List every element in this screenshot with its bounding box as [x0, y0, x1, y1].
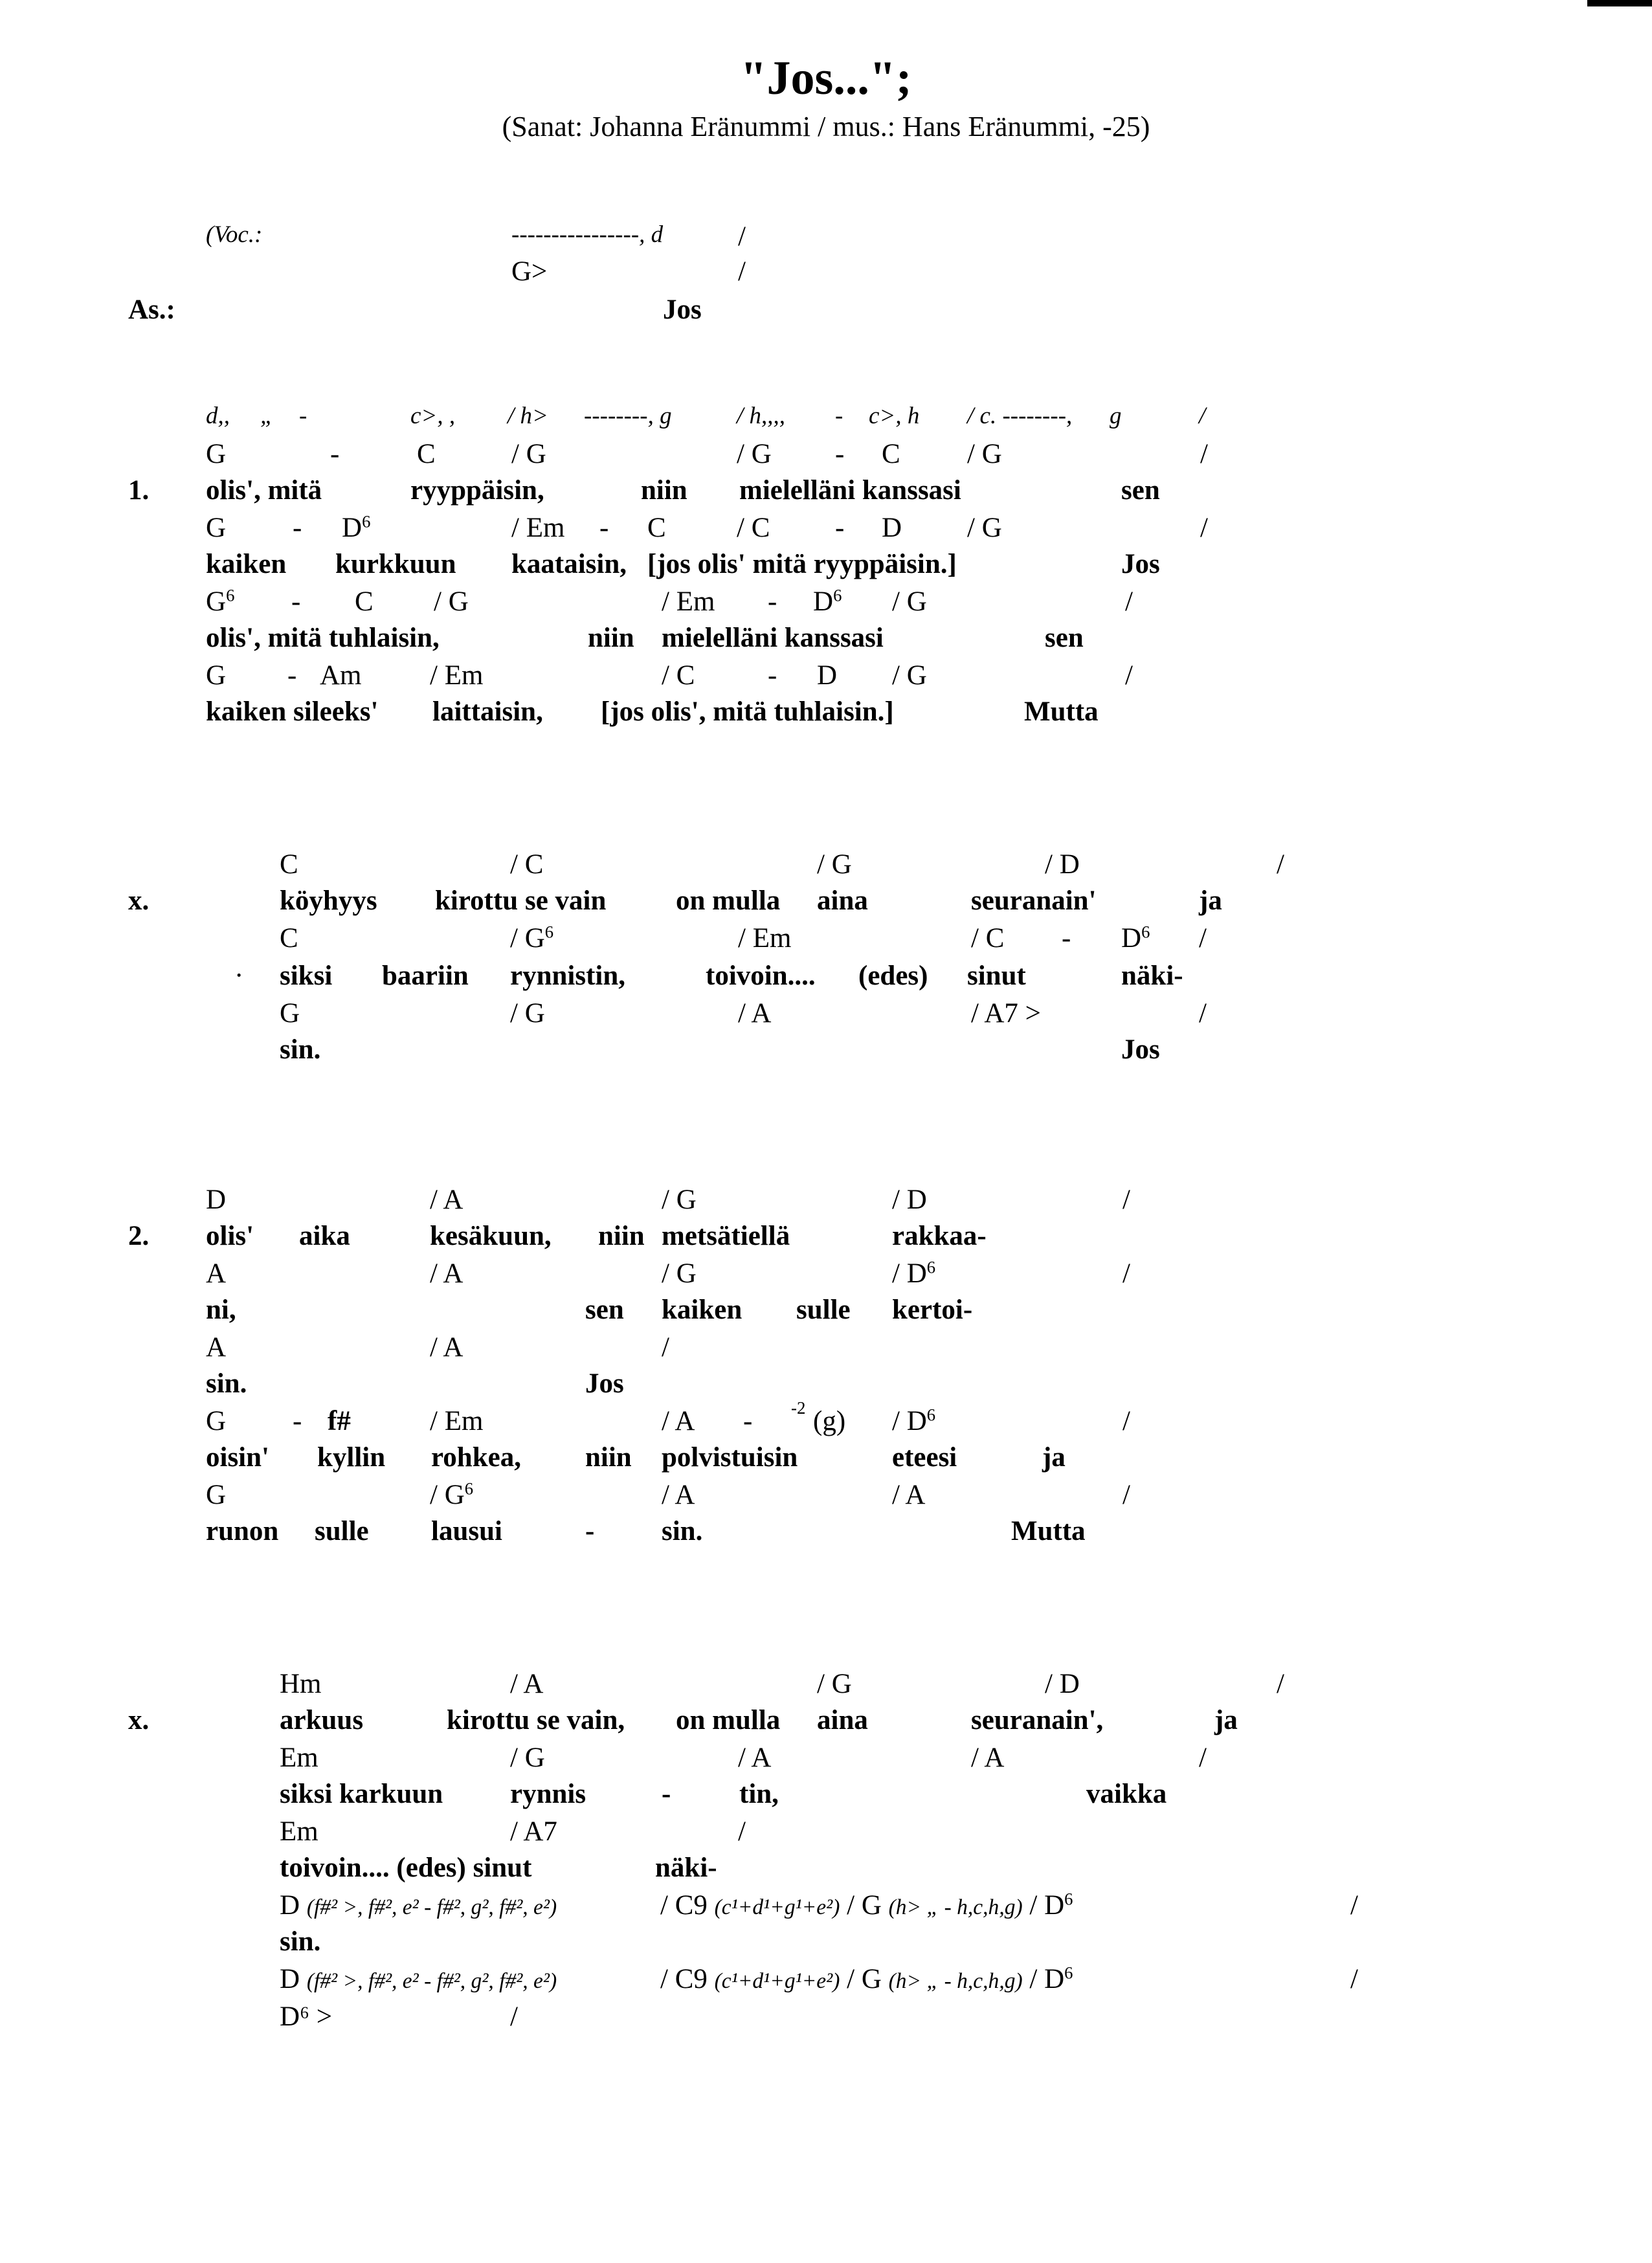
lyric: Mutta	[1011, 1516, 1086, 1546]
lyric: rakkaa-	[892, 1221, 987, 1251]
chord-extension: 6	[1064, 1889, 1073, 1909]
chord: / A	[738, 1743, 772, 1773]
bar-line: /	[1122, 1480, 1130, 1510]
lyric: on mulla	[676, 886, 781, 916]
chord: / A	[662, 1406, 695, 1436]
lyric: siksi	[280, 961, 333, 991]
lyric: aika	[299, 1221, 350, 1251]
chord-extension: 6	[1064, 1963, 1073, 1983]
chord-root: / D	[1029, 1964, 1065, 1994]
chord-root: D	[280, 1964, 300, 1994]
melody-note: / h,,,,	[737, 403, 786, 429]
lyric: niin	[641, 475, 687, 506]
chord	[342, 511, 371, 543]
lyric: aina	[817, 886, 868, 916]
lyric: mielelläni kanssasi	[739, 475, 961, 506]
chord-root: / G	[430, 1480, 465, 1510]
melody-note: „	[260, 403, 274, 429]
chord: D	[206, 1185, 227, 1215]
chord-dash: -	[835, 439, 845, 469]
verse-label: 1.	[128, 475, 150, 506]
chord: C	[647, 513, 666, 543]
lyric: ja	[1214, 1705, 1238, 1735]
chord: / A	[510, 1669, 544, 1699]
lyric: toivoin....	[706, 961, 816, 991]
lyric: (edes)	[858, 961, 928, 991]
bar-line: /	[510, 2001, 518, 2032]
lyric: toivoin.... (edes) sinut	[280, 1853, 532, 1883]
chord: / Em	[662, 586, 715, 617]
chord: / G	[892, 586, 927, 617]
lyric: kyllin	[317, 1442, 386, 1473]
melody-note: -	[835, 403, 843, 429]
chord	[1121, 924, 1150, 952]
bar-line: /	[1277, 1669, 1284, 1699]
melody-note: c>, h	[869, 403, 920, 429]
lyric: sen	[1121, 475, 1160, 506]
chord-root: / D	[892, 1258, 927, 1289]
chord: / C	[662, 660, 695, 691]
chord-dash: -	[293, 513, 302, 543]
scan-edge-mark	[1587, 0, 1652, 6]
lyric: sin.	[206, 1368, 247, 1399]
chord: / D	[1045, 849, 1080, 880]
chord-extension: 6	[362, 511, 371, 531]
chord: D	[817, 660, 838, 691]
bar-line: /	[1350, 1890, 1358, 1921]
intro-chord: G>	[511, 256, 548, 287]
chord: / Em	[738, 923, 792, 953]
chord-extension: 6	[833, 585, 842, 605]
chord: / A	[430, 1258, 463, 1289]
lyric: Mutta	[1024, 697, 1099, 727]
chord: / G	[510, 1743, 545, 1773]
lyric: rohkea,	[431, 1442, 521, 1473]
chord: Hm	[280, 1669, 322, 1699]
intro-lyric: Jos	[663, 295, 702, 325]
chord: / Em	[430, 660, 484, 691]
melody-note: / c. --------,	[967, 403, 1073, 429]
chord: / A	[662, 1480, 695, 1510]
lyric: köyhyys	[280, 886, 377, 916]
bar-line: /	[1199, 1743, 1207, 1773]
lyric: kaiken	[662, 1295, 742, 1325]
chord: / G	[817, 1669, 852, 1699]
lyric: kertoi-	[892, 1295, 973, 1325]
melody-note: d,,	[206, 403, 230, 429]
lyric: kirottu se vain,	[447, 1705, 625, 1735]
chord: f#	[328, 1406, 351, 1436]
lyric: ja	[1042, 1442, 1066, 1473]
melody-note: (c¹+d¹+g¹+e²)	[714, 1895, 840, 1919]
chord-extension: 6	[1141, 922, 1150, 942]
chord-root: D	[1121, 923, 1142, 953]
lyric: laittaisin,	[432, 697, 543, 727]
lyric: näki-	[1121, 961, 1183, 991]
chord-root: G	[206, 586, 227, 617]
chord: C	[417, 439, 436, 469]
melody-note: c>, ,	[410, 403, 456, 429]
chord-dash: -	[743, 1406, 753, 1436]
chord: G	[280, 998, 300, 1029]
melody-note: -	[299, 403, 307, 429]
lyric: ryyppäisin,	[410, 475, 544, 506]
chord-dash: -	[287, 660, 297, 691]
chord: / A7	[510, 1816, 557, 1847]
chord: / D	[1045, 1669, 1080, 1699]
chord: Em	[280, 1743, 318, 1773]
as-label: As.:	[128, 295, 175, 325]
lyric: arkuus	[280, 1705, 364, 1735]
refrain-label: x.	[128, 1705, 150, 1735]
lyric: olis', mitä	[206, 475, 322, 506]
chord-dash: -	[835, 513, 845, 543]
chord-root: / C9	[660, 1890, 708, 1921]
chord-dash: -	[1062, 923, 1071, 953]
chord-extension: 6	[544, 922, 554, 942]
melody-note: / h>	[508, 403, 548, 429]
chord: G	[206, 1480, 227, 1510]
lyric: metsätiellä	[662, 1221, 790, 1251]
lyric: aina	[817, 1705, 868, 1735]
chord: / Em	[430, 1406, 484, 1436]
chord: / G	[662, 1185, 697, 1215]
chord	[892, 1257, 936, 1289]
chord: / D	[892, 1185, 927, 1215]
bar-line: /	[1200, 439, 1208, 469]
lyric: kaiken sileeks'	[206, 697, 379, 727]
chord: / Em	[511, 513, 565, 543]
chord: C	[280, 923, 298, 953]
lyric: sin.	[280, 1926, 321, 1957]
melody-note: /	[1199, 403, 1206, 429]
bar-line: /	[1122, 1258, 1130, 1289]
lyric: [jos olis' mitä ryyppäisin.]	[647, 549, 957, 579]
chord: A	[206, 1332, 227, 1363]
chord: / A	[892, 1480, 926, 1510]
lyric: runon	[206, 1516, 279, 1546]
bar-line: /	[738, 1816, 746, 1847]
lyric: niin	[588, 623, 634, 653]
chord: / A7 >	[971, 998, 1041, 1029]
chord: / A	[971, 1743, 1005, 1773]
lyric: kaataisin,	[511, 549, 627, 579]
scan-dot: ·	[234, 961, 244, 991]
lyric: Jos	[1121, 1034, 1160, 1065]
bar-line: /	[1200, 513, 1208, 543]
page-subtitle: (Sanat: Johanna Eränummi / mus.: Hans Eränummi, -25)	[502, 111, 1150, 142]
lyric: Jos	[1121, 549, 1160, 579]
chord	[206, 585, 235, 617]
chord-root: / D	[1029, 1890, 1065, 1921]
chord-extension: 6	[226, 585, 235, 605]
lyric: sen	[1045, 623, 1084, 653]
lyric: tin,	[739, 1779, 779, 1809]
refrain-label: x.	[128, 886, 150, 916]
lyric: ni,	[206, 1295, 236, 1325]
lyric: eteesi	[892, 1442, 957, 1473]
bar-line: /	[1277, 849, 1284, 880]
lyric: seuranain'	[971, 886, 1097, 916]
chord	[892, 1407, 935, 1435]
chord: Em	[280, 1816, 318, 1847]
lyric: vaikka	[1086, 1779, 1167, 1809]
chord-with-melody	[660, 1965, 1073, 1993]
lyric: kesäkuun,	[430, 1221, 552, 1251]
chord-root: D	[280, 1890, 300, 1921]
melody-note: (h> „ - h,c,h,g)	[888, 1969, 1023, 1993]
lyric: baariin	[382, 961, 469, 991]
chord: / G	[737, 439, 772, 469]
bar-line: /	[1125, 660, 1133, 691]
chord: / G	[892, 660, 927, 691]
voc-label: (Voc.:	[206, 221, 263, 248]
chord: C	[280, 849, 298, 880]
lyric: polvistuisin	[662, 1442, 798, 1473]
chord	[510, 924, 553, 952]
lyric: sinut	[967, 961, 1026, 991]
melody-note: (c¹+d¹+g¹+e²)	[714, 1969, 840, 1993]
chord: G	[206, 660, 227, 691]
lyric: rynnistin,	[510, 961, 626, 991]
chord-root: / G	[510, 923, 545, 953]
chord-annotation: -2	[791, 1398, 806, 1418]
chord: / C	[737, 513, 770, 543]
bar-line: /	[662, 1332, 669, 1363]
chord-root: / C9	[660, 1964, 708, 1994]
lyric: mielelläni kanssasi	[662, 623, 884, 653]
lyric: ja	[1199, 886, 1222, 916]
chord: G	[206, 1406, 227, 1436]
chord-extension: 6	[926, 1405, 936, 1425]
chord	[813, 585, 842, 617]
chord: A	[206, 1258, 227, 1289]
chord-dash: -	[293, 1406, 302, 1436]
chord-root: D	[342, 513, 363, 543]
chord-root: / D	[892, 1406, 927, 1436]
chord: / G	[434, 586, 469, 617]
chord: Am	[320, 660, 362, 691]
chord-dash: -	[768, 660, 777, 691]
lyric: kurkkuun	[335, 549, 456, 579]
intro-melody: ----------------, d	[511, 221, 664, 248]
lyric: Jos	[585, 1368, 624, 1399]
lyric: lausui	[431, 1516, 502, 1546]
lyric: kaiken	[206, 549, 287, 579]
chord: G	[206, 439, 227, 469]
chord-extension: 6	[926, 1257, 936, 1277]
melody-note: (f#² >, f#², e² - f#², g², f#², e²)	[306, 1969, 557, 1993]
chord-annotation: (g)	[813, 1406, 846, 1436]
bar-line: /	[1125, 586, 1133, 617]
chord: / G	[511, 439, 546, 469]
lyric: olis', mitä tuhlaisin,	[206, 623, 440, 653]
chord-dash: -	[599, 513, 609, 543]
lyric: niin	[598, 1221, 645, 1251]
melody-note: g	[1110, 403, 1122, 429]
lyric: [jos olis', mitä tuhlaisin.]	[601, 697, 894, 727]
bar-line: /	[1350, 1964, 1358, 1994]
page-title: "Jos...";	[740, 52, 912, 105]
chord-root: / G	[847, 1964, 882, 1994]
lyric: on mulla	[676, 1705, 781, 1735]
melody-note: --------, g	[584, 403, 672, 429]
lyric: sin.	[662, 1516, 703, 1546]
lyric: näki-	[655, 1853, 717, 1883]
chord-dash: -	[291, 586, 301, 617]
lyric: sulle	[315, 1516, 369, 1546]
chord: / A	[430, 1185, 463, 1215]
chord: / C	[971, 923, 1005, 953]
lyric: -	[662, 1779, 671, 1809]
chord-with-melody	[280, 1891, 557, 1919]
chord-dash: -	[768, 586, 777, 617]
chord: C	[355, 586, 374, 617]
lyric: seuranain',	[971, 1705, 1104, 1735]
bar-line: /	[738, 256, 746, 287]
chord: / G	[967, 439, 1002, 469]
chord: D	[882, 513, 902, 543]
bar-line: /	[1122, 1185, 1130, 1215]
lyric: -	[585, 1516, 595, 1546]
lyric: sulle	[796, 1295, 851, 1325]
lyric: siksi karkuun	[280, 1779, 443, 1809]
lyric: olis'	[206, 1221, 254, 1251]
verse-label: 2.	[128, 1221, 150, 1251]
chord: C	[882, 439, 900, 469]
chord-with-melody	[660, 1891, 1073, 1919]
bar-line: /	[738, 221, 746, 252]
chord: D⁶ >	[280, 2001, 333, 2032]
melody-note: (h> „ - h,c,h,g)	[888, 1895, 1023, 1919]
bar-line: /	[1122, 1406, 1130, 1436]
lyric: niin	[585, 1442, 632, 1473]
chord: / C	[510, 849, 544, 880]
chord: / G	[662, 1258, 697, 1289]
chord: / G	[817, 849, 852, 880]
bar-line: /	[1199, 998, 1207, 1029]
chord-root: D	[813, 586, 834, 617]
chord: / A	[738, 998, 772, 1029]
chord: / A	[430, 1332, 463, 1363]
lyric: rynnis	[510, 1779, 586, 1809]
chord: / G	[967, 513, 1002, 543]
lyric: sen	[585, 1295, 624, 1325]
lyric: kirottu se vain	[435, 886, 607, 916]
chord-dash: -	[330, 439, 340, 469]
chord: / G	[510, 998, 545, 1029]
chord-root: / G	[847, 1890, 882, 1921]
lyric: oisin'	[206, 1442, 269, 1473]
melody-note: (f#² >, f#², e² - f#², g², f#², e²)	[306, 1895, 557, 1919]
chord	[430, 1478, 474, 1510]
chord-with-melody	[280, 1965, 557, 1993]
lyric: sin.	[280, 1034, 321, 1065]
chord: G	[206, 513, 227, 543]
chord-extension: 6	[464, 1478, 474, 1499]
bar-line: /	[1199, 923, 1207, 953]
